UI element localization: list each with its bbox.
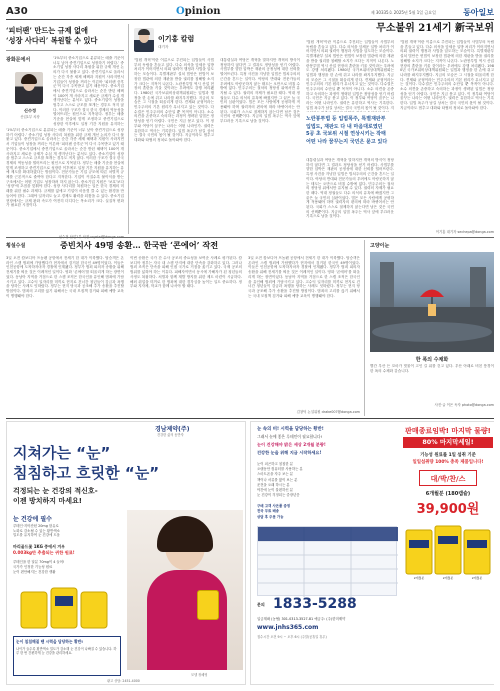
ad-right-check-item: 눈이 피곤하고 침침한 분 [257,462,293,466]
ad-right-price: 39,900원 [416,502,480,517]
ad-left-product-image [15,582,115,632]
column3-body-col3: 3일 오전 캄보디아 프놈펜 공항에서 전세기 한 대가 이륙했다. 탑승객은 온라인 스캠 범죄에 가담했다가 현지에서 검거된 한국인 49명이었다. 이들은 인천공항에 도착하자마자 경찰에 인계됐다. 정부가 범죄 피의자 송환을 위해 전세기를 띄운 것은 이례적인 일이다. 영화 ‘콘에어’를 떠올리게 하는 장면이었다. 동남아 지역을 거점으로 한 스캠 조직은 한국인을 유인해 범죄에 가담시키고 있다. 고수익 일자리를 미끼로 현지로 건너간 청년들이 감금과 폭행을 당하는 사례도 잇따랐다. 정부는 현지 당국과 공조해 추가 송환을 추진할 방침이다. 범죄의 고리를 끊기 위해서는 국내 모집책 검거와 피해 예방 교육이 병행돼야 한다. [248,256,360,298]
ad-right-url[interactable]: www.jnhs365.com [257,624,319,631]
ad-right-check-item: 오랫동안 컴퓨터를 사용하는 분 [257,467,303,472]
ad-right-package-deal: 6개월분 (180캡슐) [425,491,471,497]
column1-author-hair [21,74,37,84]
ad-left-ad-note: 광고 상담: 2451-4000 [107,679,140,683]
ad-right-check-item: 운전을 오래 하시는 분 [257,482,290,487]
cartoon-series: 고양이눈 [370,243,390,249]
cartoon-credit [370,402,494,407]
ad-right-box-label: 2개월분 [413,576,425,580]
ad-left-bullet: 눈이 편안해지는 건강한 생활 [13,570,56,574]
ad-right-q4: 건강한 눈을 위해 지금 시작하세요! [257,450,322,455]
ad-left-subhead2: 이젠 방치하지 마세요! [13,497,82,505]
ad-left [6,421,246,685]
ad-right-q2: 그래서 눈에 좋은 루테인이 필요합니다! [257,434,323,439]
section-title [176,6,221,17]
column1-author-name: 신수정 [23,108,37,113]
column1-author-photo [15,72,43,104]
ad-right-box-label: 2개월분 [442,576,454,580]
column1-author-role: 산업1부 차장 [20,115,40,119]
ad-left-bullet: 국가가 인정한 기능성 원료 [13,565,53,569]
ad-left-box-title: 눈이 침침해질 땐 시력을 담당하는 황반! [16,639,84,644]
column2-body-right-top: ‘법원 개혁’이란 이름으로 추진되는 입법들이 사법부의 독립을 흔들고 있다. 다수 의석을 앞세운 일방 처리가 이어지면서 의회 권력이 행정과 사법을 압도하는 모습이다. 특별재판부 설치 법안은 헌법이 보장한 법관에 의한 재판을 받을 권리를 침해할 소지가 크다는 지적이 나온다. 노란봉투법 역시 산업 현장의 혼란을 키울 것이라는 우려에도 강행 처리됐다. 1980년 국가보위비상대책위원회는 입법과 행정을 한 손에 쥐고 나라를 좌지우지했다. 지금의 모습은 그 시절을 떠올리게 한다. 견제와 균형이라는 민주주의의 기본 원리가 무너지고 있는 것이다. 다수결은 민주주의의 수단일 뿐 목적이 아니다. 소수 의견을 존중하고 숙의하는 과정이 생략된 입법은 정당성을 얻기 어렵다. 국민은 지금 묻고 있다. 이 정부와 여당이 꿈꾸는 나라는 어떤 나라인가. 권력은 유한하고 역사는 기록한다. 입법 폭주가 남길 상처는 결국 국민의 몫이 될 것이다. 지 [306,40,394,110]
ad-right-phone[interactable]: 1833-5288 [273,596,357,612]
page-header [6,6,494,20]
ad-right-q3: 눈이 건강해야 밝은 세상 2개월 분량! [257,442,326,447]
ad-right-checklist [257,462,397,498]
cartoon-credit-email: photo@donga.com [461,403,494,407]
ad-left-headline1: 지쳐가는 “눈” [13,444,111,462]
column2-author-role: 대기자 [158,45,169,49]
ad-left-bullets [13,560,117,575]
divider-cartoon [364,240,365,416]
ad-right-url-note: 접수시간 오전 9시 ~ 오후 6시 (주말/공휴일 휴무) [257,635,327,639]
column3-series: 횡설수설 [6,243,26,249]
cartoon-caption-body: 빨간 우산 든 꼬마가 빗물이 고인 길 위를 걷고 있다. 우산 아래로 비친 풍경이 한 폭의 수채화 같습니다. [370,364,494,373]
ad-right-sale-banner: 판매종료임박! 마지막 물량! [405,427,491,435]
ad-right-order: 입금계좌 (농협) 301-0313-3527-81 예금주: (주)한미제약 [257,617,346,621]
column2-body-right-bottom: 대통령실과 여당은 개혁을 말하지만 개혁의 방식이 정당하지 않다면 그 결과도 정당성을 얻기 어렵다. 사법부를 향한 압박은 재판의 공정성에 대한 신뢰를 떨어뜨린다. 특정 사건을 겨냥한 입법은 법치주의의 근간을 흔드는 일이다. 야당의 반대와 전문가들의 우려에도 아랑곳하지 않는 태도는 오만으로 비칠 수밖에 없다. 민주주의는 절차의 정당성 위에서만 유지될 수 있다. 권력의 자제가 필요한 때다. 역대 정권들도 다수 의석의 유혹에 빠졌지만 그 끝은 늘 국민의 심판이었다. 법은 모든 사람에게 공평하게 적용돼야 하며 권력자의 편의에 따라 바뀌어서는 안 된다. 국회가 스스로 절제하지 않는다면 남은 것은 국민의 선택뿐이다. 지금의 입법 폭주는 역사 앞에 부끄러운 기록으로 남을 것이다. [306,158,394,219]
ad-right-benefit: 전국 무료 배송 [257,509,280,514]
ad-right-box-graphic [403,522,493,584]
ad-divider [6,418,494,419]
ad-right-sale-sub2: 일일섭취량 100% 충족 제품입니다! [412,460,484,465]
cartoon-credit-name: 사진·글 이은 독자 [434,403,461,407]
ad-right-sale-percent: 80% 마지막세일! [403,437,493,448]
ad-left-subhead1: 걱정되는 눈 건강의 적신호- [13,487,98,495]
ad-left-product-title: 눈 건강에 필수 [13,516,52,523]
ad-left-model-product [197,590,219,620]
dateline: 제 30335호 2025년 5월 1일 금요일 [370,10,436,15]
column2-subhead: 노란봉투법 등 입법폭주, 특별재판부 입법도, 재판도 다 내 마음대로였던 5공 초 국보위 시절 연상시키는 작태 어떤 나라 꿈꾸는지 국민은 묻고 있다 [306,116,388,145]
ad-left-company-sub: 건강한 삶의 동반자 [157,433,184,437]
ad-left-model-tag: 모델 정혜영 [191,673,208,677]
section-prefix: O [176,6,185,17]
ad-right-boxes [403,522,493,584]
ad-right-check-item: 눈 건강이 걱정되는 중장년층 [257,493,300,498]
ad-left-box-text: 나이가 들수록 황반색소 밀도가 감소해 눈 건강이 나빠질 수 있습니다. 하루 한 번 간편하게 눈 건강을 관리하세요. [16,647,117,656]
ad-left-product-bottles [15,582,115,632]
ad-left-model-hair [157,516,213,552]
ad-right-benefit: 구매 고객 사은품 증정 [257,504,291,508]
ad-right [250,421,494,685]
ad-right-check-item: 책이나 서류를 많이 보는 분 [257,477,298,482]
ad-left-callout-title: 마리골드꽃 1KG 중에서 겨우 [13,544,65,549]
horizontal-divider [6,237,494,238]
ad-right-sale-panel [401,422,495,684]
ad-right-sale-sub1: 기능성 원료를 1일 섭취 기준 [420,453,476,458]
cartoon-caption: 한 폭의 수채화 [415,357,449,363]
column2-body-middle: 대통령실과 여당은 개혁을 말하지만 개혁의 방식이 정당하지 않다면 그 결과도 정당성을 얻기 어렵다. 사법부를 향한 압박은 재판의 공정성에 대한 신뢰를 떨어뜨린다. 특정 사건을 겨냥한 입법은 법치주의의 근간을 흔드는 일이다. 야당의 반대와 전문가들의 우려에도 아랑곳하지 않는 태도는 오만으로 비칠 수밖에 없다. 민주주의는 절차의 정당성 위에서만 유지될 수 있다. 권력의 자제가 필요한 때다. 역대 정권들도 다수 의석의 유혹에 빠졌지만 그 끝은 늘 국민의 심판이었다. 법은 모든 사람에게 공평하게 적용돼야 하며 권력자의 편의에 따라 바뀌어서는 안 된다. 국회가 스스로 절제하지 않는다면 남은 것은 국민의 선택뿐이다. 지금의 입법 폭주는 역사 앞에 부끄러운 기록으로 남을 것이다. [220,58,300,124]
column3-byline: 김창덕 논설위원 drake007@donga.com [296,410,360,414]
masthead-logo: 동아일보 [463,7,494,17]
ad-left-company: 경남제약(주) [155,426,190,433]
column3-headline: 중빈치사 49명 송환… 한국판 ‘콘에어’ 작전 [60,240,219,250]
ad-left-headline2: 침침하고 흐릿한 “눈” [13,464,160,482]
ad-right-package: 대/박/찬/스 [419,470,477,486]
ad-right-product-table [257,526,397,596]
column2-byline: 이기홍 대기자 sechepa@donga.com [435,230,494,234]
ad-right-check-item: 야간에 눈이 불편하신 분 [257,488,293,493]
section-rest: pinion [184,6,221,17]
column1-headline: ‘피터팬’ 만드는 규제 없애 ‘성장 사다리’ 복원할 수 있다 [6,26,98,45]
ad-left-product-text: 루테인·지아잔틴 20mg 함유로 노화로 감소될 수 있는 황반색소 밀도를 유지하여 눈 건강에 도움 [13,524,60,538]
column2-body-far-right: ‘법원 개혁’이란 이름으로 추진되는 입법들이 사법부의 독립을 흔들고 있다. 다수 의석을 앞세운 일방 처리가 이어지면서 의회 권력이 행정과 사법을 압도하는 모습이다. 특별재판부 설치 법안은 헌법이 보장한 법관에 의한 재판을 받을 권리를 침해할 소지가 크다는 지적이 나온다. 노란봉투법 역시 산업 현장의 혼란을 키울 것이라는 우려에도 강행 처리됐다. 1980년 국가보위비상대책위원회는 입법과 행정을 한 손에 쥐고 나라를 좌지우지했다. 지금의 모습은 그 시절을 떠올리게 한다. 견제와 균형이라는 민주주의의 기본 원리가 무너지고 있는 것이다. 다수결은 민주주의의 수단일 뿐 목적이 아니다. 소수 의견을 존중하고 숙의하는 과정이 생략된 입법은 정당성을 얻기 어렵다. 국민은 지금 묻고 있다. 이 정부와 여당이 꿈꾸는 나라는 어떤 나라인가. 권력은 유한하고 역사는 기록한다. 입법 폭주가 남길 상처는 결국 국민의 몫이 될 것이다. 지금이라도 멈추고 대화와 타협의 정치로 돌아와야 한다. [400,40,494,110]
column3-body-col2: 이번 송환은 국가 간 수사 공조의 중요성을 보여준 사례로 평가된다. 캄보디아 정부는 자국 내 스캠 단지에 대한 단속을 강화하고 있다. 그러나 범죄 조직은 단속을 피해 인접 국가로 거점을 옮기고 있다. 국제 공조의 범위를 넓혀야 하는 이유다. 피해자이면서 동시에 가해자가 된 청년들의 사정도 복잡하다. 처벌과 함께 재발 방지를 위한 제도 마련이 시급하다. 해외 취업을 미끼로 한 범죄에 대한 경각심을 높이는 일도 중요하다. 정부와 지자체, 학교가 함께 나서야 할 때다. [130,256,242,289]
column1-body-top: ‘1%부터 중소기업으로 분류되는 매출 기준이 너무 낮아 중견기업으로 성장하기 어렵다.’ 중소기업 성장 사다리 복원을 위한 규제 개선 논의가 다시 불붙고 있다. 중견기업으로 올라서는 순간 각종 세제 혜택과 지원이 사라지면서 기업들이 성장을 꺼리는 이른바 ‘피터팬 증후군’이 다시 주목받고 있기 때문이다. 중소기업에서 중견기업으로 올라서는 순간 받던 혜택이 100여 개 사라지고 새로운 규제가 수십 개 생겨난다는 분석도 있다. 중소기업이 성장을 멈추고 스스로 규모를 쪼개는 경우도 적지 않다. 이러한 구조가 결국 한국 경제의 역동성을 떨어뜨리는 원인으로 지목된다. 정부는 매출 기준을 현실에 맞게 조정하고 중견기업으로 성장한 이후에도 일정 기간 지원을 유지하는 [53,56,124,126]
ad-right-benefits [257,504,397,520]
column1-rule [6,50,124,51]
ad-left-model-body [147,570,227,670]
ad-left-model-photo [127,510,243,670]
ad-left-bullet: 루테인을 한 달분 70mg이 4 들어! [13,560,65,564]
column3-body-col1: 3일 오전 캄보디아 프놈펜 공항에서 전세기 한 대가 이륙했다. 탑승객은 온라인 스캠 범죄에 가담했다가 현지에서 검거된 한국인 49명이었다. 이들은 인천공항에 도착하자마자 경찰에 인계됐다. 정부가 범죄 피의자 송환을 위해 전세기를 띄운 것은 이례적인 일이다. 영화 ‘콘에어’를 떠올리게 하는 장면이었다. 동남아 지역을 거점으로 한 스캠 조직은 한국인을 유인해 범죄에 가담시키고 있다. 고수익 일자리를 미끼로 현지로 건너간 청년들이 감금과 폭행을 당하는 사례도 잇따랐다. 정부는 현지 당국과 공조해 추가 송환을 추진할 방침이다. 범죄의 고리를 끊기 위해서는 국내 모집책 검거와 피해 예방 교육이 병행돼야 한다. [6,256,124,298]
column2-headline: 무소불위 21세기 新국보위 [376,23,494,34]
page-number: A30 [6,6,28,17]
ad-right-benefit: 상담 후 주문 가능 [257,514,284,519]
divider-col1 [128,24,129,234]
column2-author-name: 이기홍 칼럼 [158,34,195,43]
column2-author-hair [138,29,150,35]
column2-body-left: ‘법원 개혁’이란 이름으로 추진되는 입법들이 사법부의 독립을 흔들고 있다. 다수 의석을 앞세운 일방 처리가 이어지면서 의회 권력이 행정과 사법을 압도하는 모습이다. 특별재판부 설치 법안은 헌법이 보장한 법관에 의한 재판을 받을 권리를 침해할 소지가 크다는 지적이 나온다. 노란봉투법 역시 산업 현장의 혼란을 키울 것이라는 우려에도 강행 처리됐다. 1980년 국가보위비상대책위원회는 입법과 행정을 한 손에 쥐고 나라를 좌지우지했다. 지금의 모습은 그 시절을 떠올리게 한다. 견제와 균형이라는 민주주의의 기본 원리가 무너지고 있는 것이다. 다수결은 민주주의의 수단일 뿐 목적이 아니다. 소수 의견을 존중하고 숙의하는 과정이 생략된 입법은 정당성을 얻기 어렵다. 국민은 지금 묻고 있다. 이 정부와 여당이 꿈꾸는 나라는 어떤 나라인가. 권력은 유한하고 역사는 기록한다. 입법 폭주가 남길 상처는 결국 국민의 몫이 될 것이다. 지금이라도 멈추고 대화와 타협의 정치로 돌아와야 한다. [134,58,214,142]
column1-body: ‘1%부터 중소기업으로 분류되는 매출 기준이 너무 낮아 중견기업으로 성장하기 어렵다.’ 중소기업 성장 사다리 복원을 위한 규제 개선 논의가 다시 불붙고 있다. 중견기업으로 올라서는 순간 각종 세제 혜택과 지원이 사라지면서 기업들이 성장을 꺼리는 이른바 ‘피터팬 증후군’이 다시 주목받고 있기 때문이다. 중소기업에서 중견기업으로 올라서는 순간 받던 혜택이 100여 개 사라지고 새로운 규제가 수십 개 생겨난다는 분석도 있다. 중소기업이 성장을 멈추고 스스로 규모를 쪼개는 경우도 적지 않다. 이러한 구조가 결국 한국 경제의 역동성을 떨어뜨리는 원인으로 지목된다. 정부는 매출 기준을 현실에 맞게 조정하고 중견기업으로 성장한 이후에도 일정 기간 지원을 유지하는 유예 제도를 확대하겠다는 방침이다. 전문가들은 기업 규모에 따른 차별적 규제를 근본적으로 줄여야 한다고 지적한다. 기업이 커질수록 불이익을 받는 구조에서는 어떤 기업도 성장하려 하지 않는다. 중소기업 지원은 ‘보호’보다 ‘성장’에 초점을 맞춰야 한다. 성장 사다리를 복원하는 일은 한국 경제의 미래를 위한 필수 과제다. 규제를 없애고 기업이 마음껏 클 수 있는 환경을 만들어야 한다. 그래야 일자리도 늘고 경제도 활력을 되찾을 수 있다. 중소기업 현장에서는 규제 완화 속도가 여전히 더디다는 목소리가 크다. 실질적 변화가 필요한 시점이다. [6,128,124,208]
ad-right-box-label: 2개월분 [471,576,483,580]
column2-author-photo [134,28,154,52]
ad-right-table-graphic [258,527,398,597]
ad-right-q1: 눈 속의 비! 시력을 담당하는 황반! [257,427,324,432]
cartoon-photo-scene [370,252,494,352]
ad-right-check-item: 스마트폰을 자주 보는 분 [257,472,293,477]
column1-series: 광화문에서 [6,57,31,63]
ad-left-callout-highlight: 0.003kg만 추출되는 귀한 원료! [13,550,75,555]
ad-right-phone-label: 문의 [257,602,265,607]
ad-left-info-box [13,636,121,676]
cartoon-photo [370,252,494,352]
